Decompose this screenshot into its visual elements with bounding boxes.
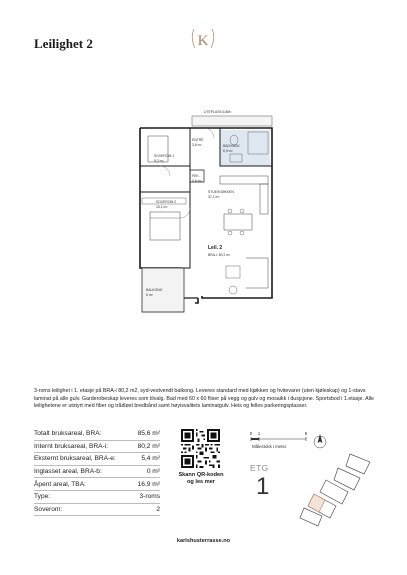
room-name: STUE/KJØKKEN (208, 190, 234, 194)
facts-value: 80,2 m² (133, 440, 160, 453)
facts-table (34, 428, 160, 516)
room-label-soverom-2 (156, 200, 176, 209)
room-name: BAD/VASK (223, 144, 240, 148)
facts-label: Internt bruksareal, BRA-i: (34, 440, 133, 453)
facts-row (34, 440, 160, 453)
facts-label: Inglasset areal, BRA-b: (34, 465, 133, 478)
facts-row (34, 428, 160, 440)
qr-caption-line: Skann QR-koden (178, 472, 224, 478)
room-label-uteplass (204, 110, 231, 115)
room-area: 3,6 m² (192, 142, 202, 147)
floor-plan (120, 108, 280, 318)
floor-label: ETG (250, 463, 269, 473)
description: 3-roms leilighet i 1. etasje på BRA-i 80,2 m2, syd-vestvendt balkong. Leveres standard med kjøkken og hvitevarer (uten kjøleskap) og 1-stavs laminat på alle gulv. Garderobeskap leveres som tilvalg. Bad med 60 x 60 fliser på vegg og gulv og mosaikk i dusjsjone. Sportsbod i 1.etasje. Alle leilighetene er utstyrt med fiber og trådløst bredbånd samt høyisvalitets laminatgulv. Heis og felles parkeringsplasser. (34, 388, 374, 410)
facts-row (34, 478, 160, 491)
facts-label: Totalt bruksareal, BRA: (34, 428, 133, 440)
room-name: BALKONG (146, 288, 163, 292)
scale-tick-label: 5 (304, 431, 308, 436)
facts-value: 3-roms (133, 490, 160, 503)
room-area: 37,1 m² (208, 194, 220, 199)
room-name: SOVEROM 1 (154, 154, 175, 158)
scale-tick-label: 0 (249, 431, 253, 436)
north-arrow-icon (314, 434, 326, 448)
logo-icon (188, 26, 218, 52)
facts-label: Åpent areal, TBA: (34, 478, 133, 491)
facts-row (34, 465, 160, 478)
facts-row (34, 453, 160, 466)
room-name: UTEPLASS (204, 110, 222, 114)
room-area: 9,2 m² (154, 158, 164, 163)
room-name: SOVEROM 2 (156, 200, 177, 204)
room-area: 6,9 m² (223, 148, 233, 153)
facts-label: Soverom: (34, 503, 133, 516)
room-label-stue-kjokken (208, 190, 234, 199)
room-label-entre (192, 138, 204, 147)
facts-row (34, 490, 160, 503)
facts-value: 5,4 m² (133, 453, 160, 466)
room-label-bad (223, 144, 240, 153)
unit-label: Leil. 2 (208, 245, 223, 251)
facts-row (34, 503, 160, 516)
facts-value: 16,9 m² (133, 478, 160, 491)
scale-label: Målestokk i meter (252, 444, 287, 449)
scale-tick-label: 1 (257, 431, 261, 436)
room-area: 16,1 m² (156, 204, 168, 209)
room-label-balkong (146, 288, 162, 297)
room-name: ENTRÉ (192, 138, 204, 142)
facts-value: 2 (133, 503, 160, 516)
qr-caption (168, 472, 234, 486)
room-name: FEK. (192, 174, 200, 178)
facts-value: 85,6 m² (133, 428, 160, 440)
room-area: 6 m² (146, 292, 153, 297)
room-area: 0,6 m² (192, 178, 202, 183)
terrace-area (192, 116, 272, 126)
facts-label: Eksternt bruksareal, BRA-e: (34, 453, 133, 466)
page-title: Leilighet 2 (34, 36, 93, 51)
footer-url[interactable]: karlshusterrasse.no (176, 538, 231, 544)
facts-value: 0 m² (133, 465, 160, 478)
room-label-soverom-1 (154, 154, 174, 163)
facts-label: Type: (34, 490, 133, 503)
room-area: 6,8M² (222, 110, 232, 114)
unit-area: BRA-i: 80,2 m² (208, 253, 231, 257)
site-plan-icon (290, 450, 374, 528)
logo-letter: K (197, 33, 209, 49)
qr-caption-line: og les mer (187, 479, 215, 485)
qr-code-icon[interactable] (181, 429, 220, 468)
floor-number: 1 (256, 473, 270, 500)
room-label-fek (192, 174, 202, 183)
